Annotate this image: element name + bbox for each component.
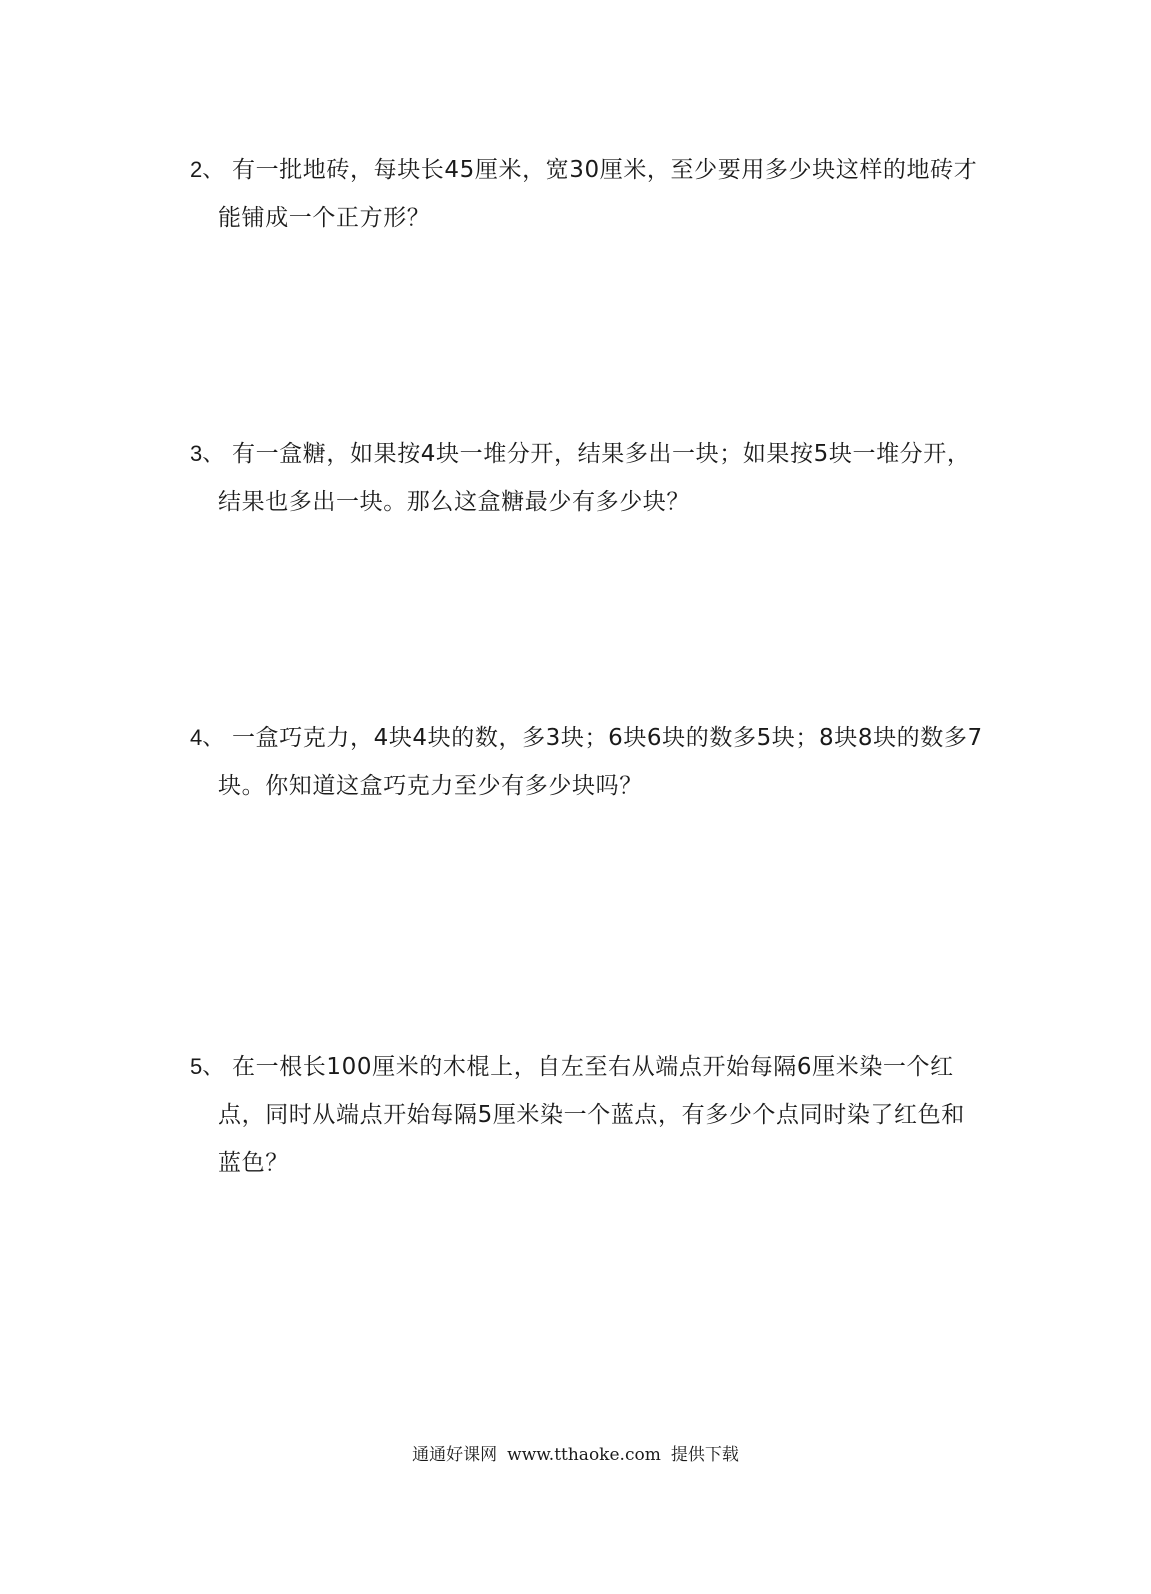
question-text-line: 有一盒糖，如果按4块一堆分开，结果多出一块；如果按5块一堆分开，	[232, 441, 971, 467]
question-text-line: 在一根长100厘米的木棍上，自左至右从端点开始每隔6厘米染一个红	[232, 1054, 954, 1080]
footer-site-link[interactable]: www.tthaoke.com	[507, 1445, 661, 1465]
footer-brand: 通通好课网	[412, 1445, 498, 1465]
question-text-line: 有一批地砖，每块长45厘米，宽30厘米，至少要用多少块这样的地砖才	[232, 157, 978, 183]
question-number: 5、	[190, 1054, 225, 1079]
question-number: 4、	[190, 725, 225, 750]
question-text-line: 点，同时从端点开始每隔5厘米染一个蓝点，有多少个点同时染了红色和	[218, 1102, 965, 1128]
question-text-line: 一盒巧克力，4块4块的数，多3块；6块6块的数多5块；8块8块的数多7	[232, 725, 983, 751]
question-number: 3、	[190, 441, 225, 466]
page-footer	[0, 1444, 1151, 1466]
footer-suffix: 提供下载	[670, 1445, 739, 1465]
question-text-line: 蓝色？	[218, 1150, 289, 1176]
question-text-line: 结果也多出一块。那么这盒糖最少有多少块？	[218, 489, 690, 515]
question-number: 2、	[190, 157, 225, 182]
question-text-line: 能铺成一个正方形？	[218, 205, 431, 231]
question-text-line: 块。你知道这盒巧克力至少有多少块吗？	[218, 773, 643, 799]
